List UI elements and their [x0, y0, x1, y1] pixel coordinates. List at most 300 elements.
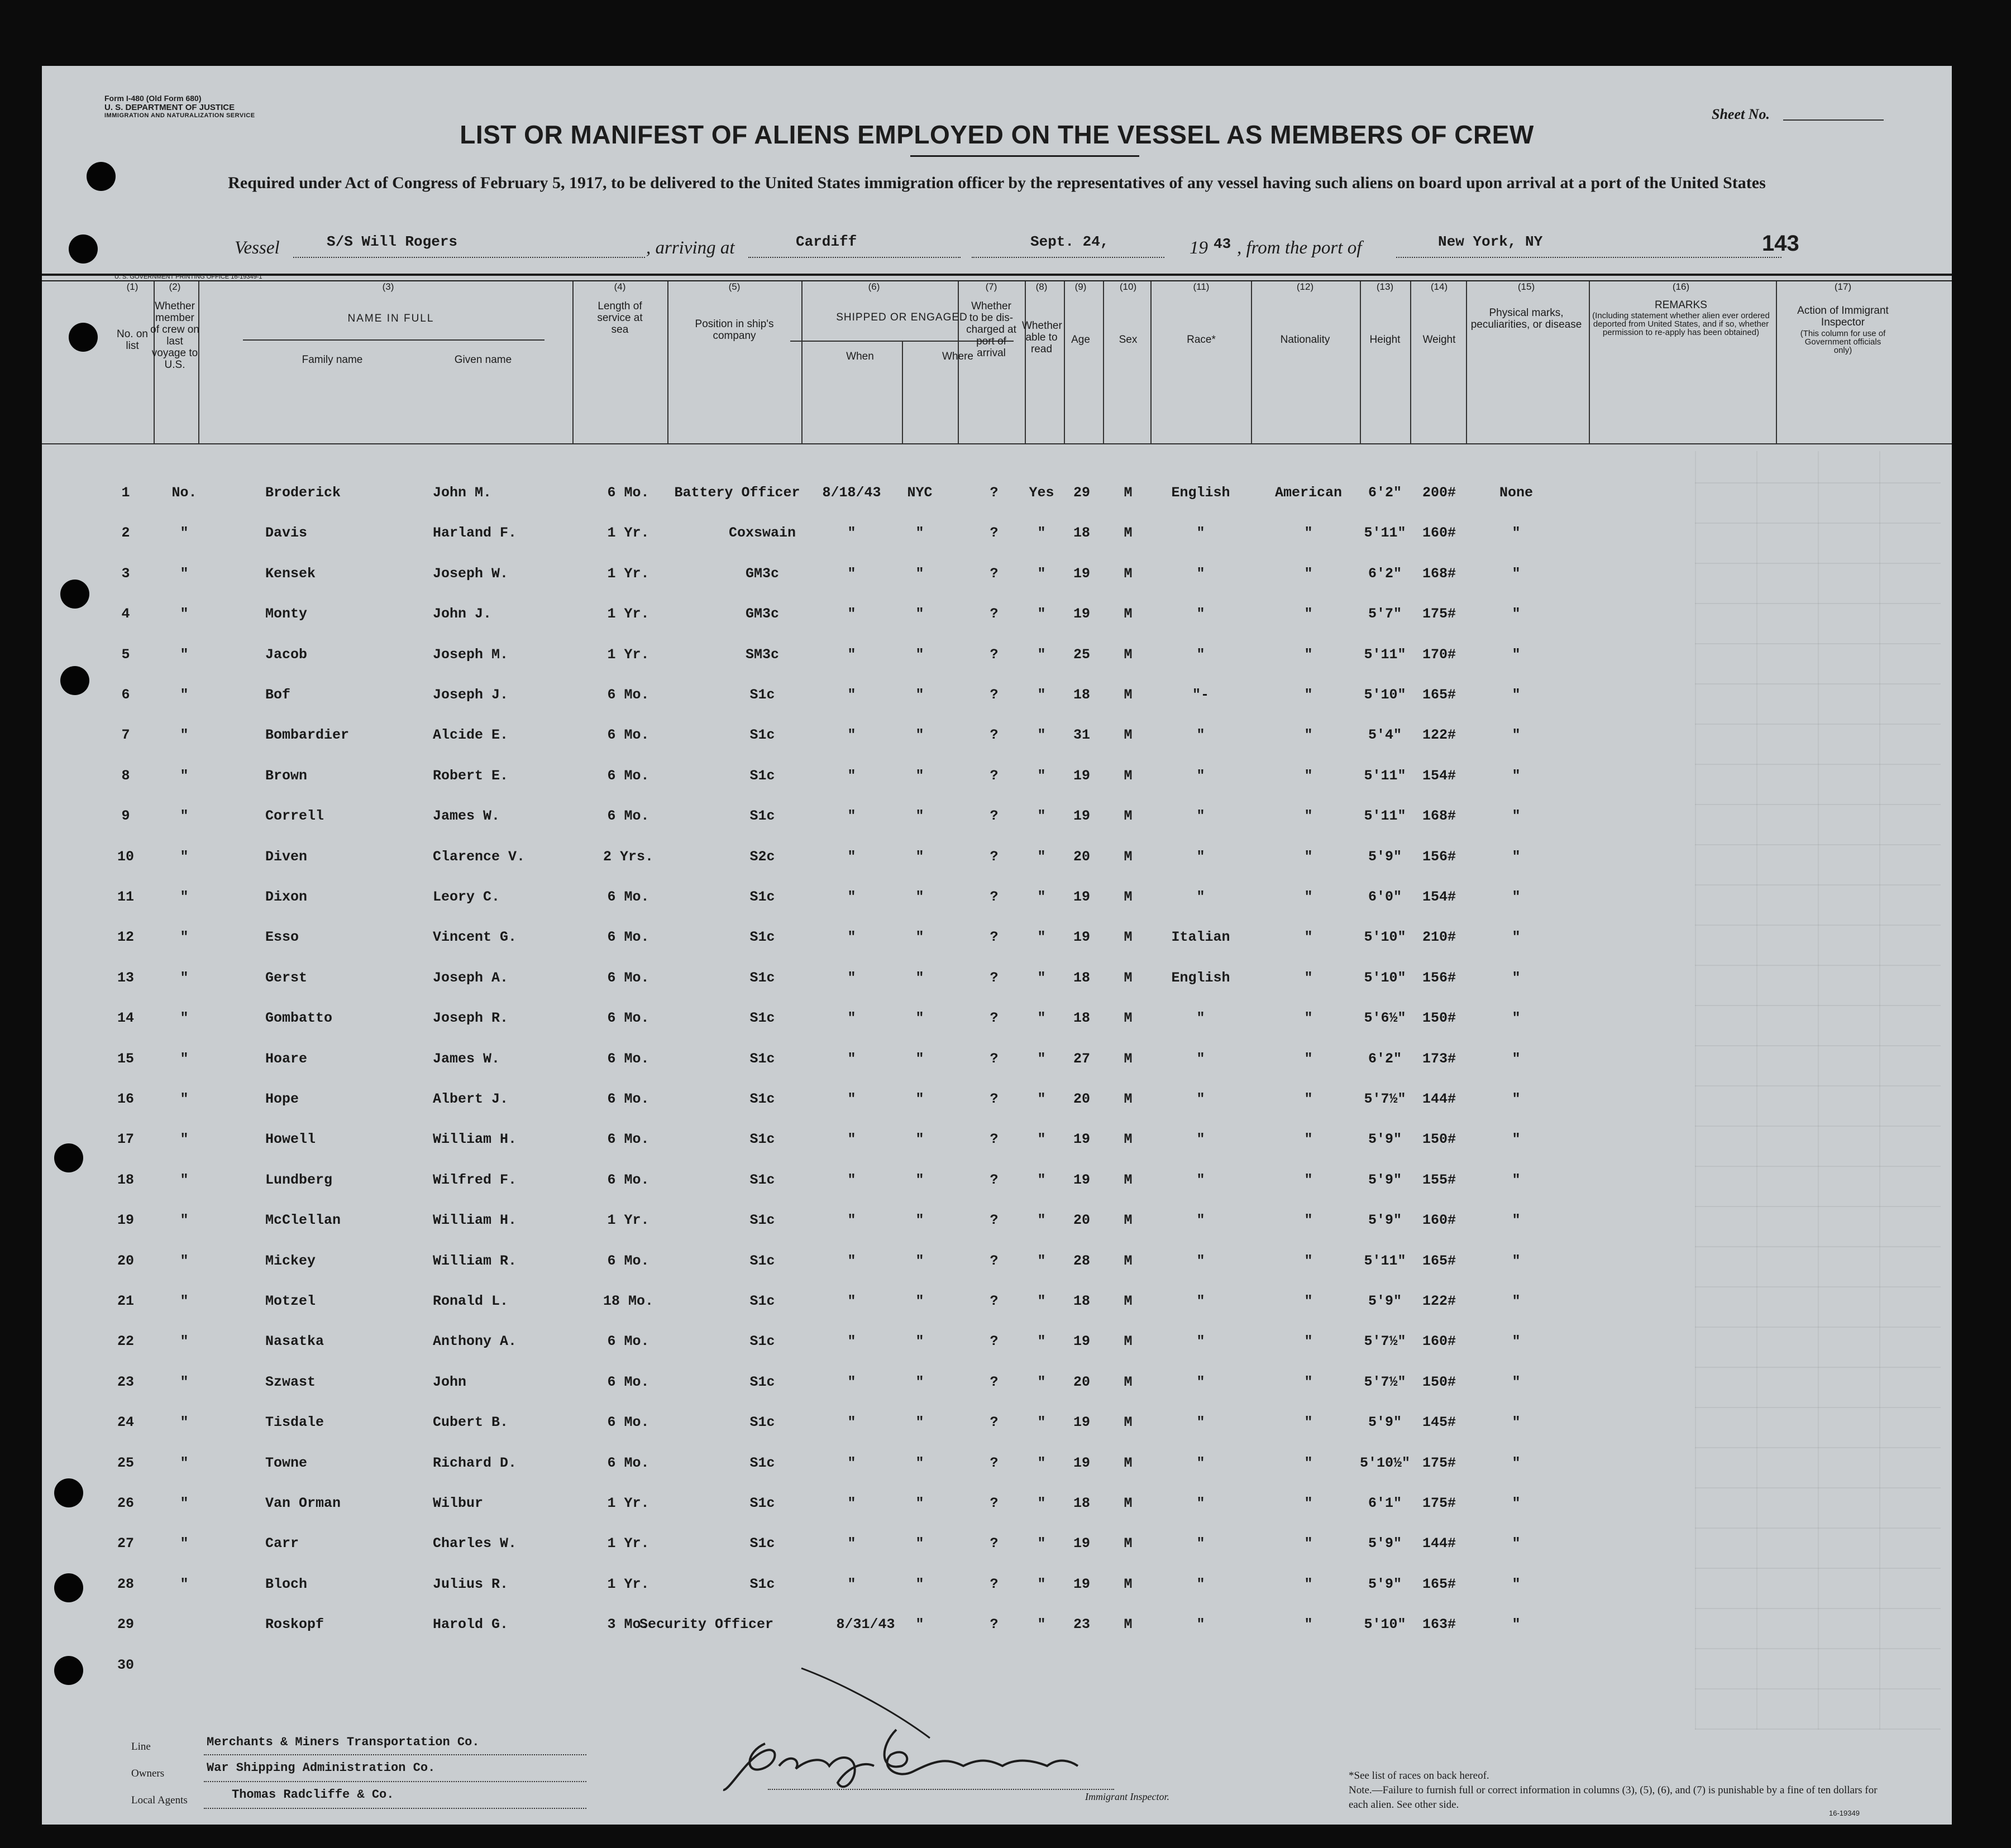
cell-race: " [1196, 1050, 1205, 1067]
cell-sex: M [1124, 1495, 1133, 1511]
cell-discharged: ? [990, 1333, 999, 1350]
cell-family: Monty [265, 606, 308, 623]
cell-position: S1c [749, 889, 775, 905]
cell-family: Dixon [265, 889, 308, 905]
cell-nationality: " [1304, 1535, 1313, 1552]
race-note: *See list of races on back hereof. [1349, 1770, 1489, 1782]
cell-read: " [1037, 767, 1046, 784]
cell-marks: " [1512, 1576, 1521, 1592]
cell-read: " [1037, 848, 1046, 865]
punch-hole [69, 323, 98, 352]
crew-row [42, 1212, 1952, 1252]
cell-no: 16 [117, 1091, 135, 1107]
cell-no: 26 [117, 1495, 135, 1511]
cell-position: S1c [749, 1454, 775, 1471]
cell-race: " [1196, 1293, 1205, 1309]
column-subheader: Family name [302, 354, 363, 366]
cell-discharged: ? [990, 606, 999, 623]
cell-weight: 160# [1422, 1333, 1456, 1350]
cell-no: 25 [117, 1454, 135, 1471]
cell-when: " [847, 1252, 856, 1269]
cell-where: " [915, 1171, 924, 1188]
column-number: (1) [126, 281, 138, 292]
crew-row [42, 1051, 1952, 1091]
cell-where: " [915, 1576, 924, 1592]
cell-height: 5'11" [1364, 525, 1406, 542]
cell-service: 6 Mo. [607, 889, 649, 905]
cell-discharged: ? [990, 969, 999, 986]
cell-discharged: ? [990, 1131, 999, 1148]
cell-marks: " [1512, 646, 1521, 663]
crew-row [42, 485, 1952, 525]
cell-no: 20 [117, 1252, 135, 1269]
cell-given: William R. [433, 1252, 517, 1269]
cell-nationality: " [1304, 1131, 1313, 1148]
cell-when: " [847, 929, 856, 946]
cell-weight: 154# [1422, 767, 1456, 784]
cell-no: 17 [117, 1131, 135, 1148]
cell-family: Davis [265, 525, 308, 542]
cell-weight: 154# [1422, 889, 1456, 905]
column-header: Whether member of crew on last voyage to U.S. [150, 300, 199, 371]
cell-service: 6 Mo. [607, 767, 649, 784]
cell-where: " [915, 1091, 924, 1107]
cell-sex: M [1124, 1454, 1133, 1471]
crew-row [42, 1172, 1952, 1212]
cell-age: 20 [1073, 848, 1091, 865]
cell-weight: 200# [1422, 485, 1456, 501]
cell-height: 5'10" [1364, 929, 1406, 946]
column-divider [801, 281, 803, 443]
cell-where: " [915, 1293, 924, 1309]
cell-nationality: " [1304, 1010, 1313, 1027]
cell-service: 6 Mo. [607, 727, 649, 744]
cell-crew: " [180, 1576, 189, 1592]
column-number: (7) [985, 281, 997, 292]
crew-row [42, 1374, 1952, 1414]
cell-family: Hope [265, 1091, 299, 1107]
title-underline [910, 155, 1139, 157]
cell-family: Brown [265, 767, 308, 784]
cell-marks: None [1499, 485, 1534, 501]
crew-row [42, 849, 1952, 889]
cell-race: " [1196, 1414, 1205, 1431]
cell-where: " [915, 889, 924, 905]
cell-family: Bof [265, 687, 291, 703]
cell-discharged: ? [990, 1252, 999, 1269]
cell-given: Julius R. [433, 1576, 509, 1592]
cell-given: Leory C. [433, 889, 500, 905]
cell-when: " [847, 1454, 856, 1471]
cell-no: 2 [121, 525, 130, 542]
cell-height: 5'11" [1364, 767, 1406, 784]
cell-read: " [1037, 687, 1046, 703]
year-prefix: 19 [1190, 238, 1208, 258]
cell-read: " [1037, 1414, 1046, 1431]
cell-weight: 150# [1422, 1373, 1456, 1390]
cell-family: Kensek [265, 565, 316, 582]
header-bottom-rule [42, 443, 1952, 444]
cell-race: " [1196, 1333, 1205, 1350]
cell-read: " [1037, 1252, 1046, 1269]
cell-given: John J. [433, 606, 492, 623]
cell-marks: " [1512, 969, 1521, 986]
cell-age: 19 [1073, 1131, 1091, 1148]
local-agents: Thomas Radcliffe & Co. [232, 1788, 394, 1802]
cell-height: 6'2" [1368, 485, 1402, 501]
arriving-line [748, 257, 961, 258]
cell-marks: " [1512, 1091, 1521, 1107]
cell-family: Bloch [265, 1576, 308, 1592]
cell-nationality: " [1304, 1454, 1313, 1471]
column-divider [1466, 281, 1467, 443]
cell-no: 24 [117, 1414, 135, 1431]
column-header-note: (This column for use of Government officials only) [1800, 329, 1886, 355]
cell-when: " [847, 808, 856, 825]
cell-nationality: " [1304, 1171, 1313, 1188]
cell-where: " [915, 1010, 924, 1027]
cell-marks: " [1512, 848, 1521, 865]
manifest-document [42, 66, 1952, 1825]
cell-discharged: ? [990, 485, 999, 501]
cell-discharged: ? [990, 889, 999, 905]
cell-when: " [847, 1010, 856, 1027]
cell-race: " [1196, 525, 1205, 542]
cell-nationality: American [1274, 485, 1343, 501]
cell-height: 5'7½" [1364, 1091, 1406, 1107]
cell-read: " [1037, 646, 1046, 663]
cell-weight: 175# [1422, 1495, 1456, 1511]
cell-service: 6 Mo. [607, 1171, 649, 1188]
cell-when: " [847, 1091, 856, 1107]
cell-position: S1c [749, 767, 775, 784]
cell-marks: " [1512, 525, 1521, 542]
column-header: Weight [1422, 334, 1456, 346]
column-subheader: Where [942, 351, 973, 362]
cell-age: 19 [1073, 808, 1091, 825]
cell-height: 6'1" [1368, 1495, 1402, 1511]
cell-read: " [1037, 808, 1046, 825]
line-underline [204, 1754, 586, 1755]
cell-no: 4 [121, 606, 130, 623]
cell-discharged: ? [990, 1293, 999, 1309]
cell-given: Clarence V. [433, 848, 526, 865]
cell-family: Lundberg [265, 1171, 333, 1188]
cell-crew: " [180, 687, 189, 703]
owners-underline [204, 1781, 586, 1782]
column-number: (13) [1376, 281, 1394, 292]
crew-row [42, 727, 1952, 767]
cell-given: Harold G. [433, 1616, 509, 1633]
cell-position: S1c [749, 1373, 775, 1390]
cell-crew: " [180, 889, 189, 905]
crew-row [42, 647, 1952, 687]
column-number: (12) [1296, 281, 1314, 292]
cell-age: 23 [1073, 1616, 1091, 1633]
cell-sex: M [1124, 687, 1133, 703]
cell-height: 5'4" [1368, 727, 1402, 744]
cell-no: 28 [117, 1576, 135, 1592]
cell-when: " [847, 687, 856, 703]
crew-row [42, 808, 1952, 848]
cell-sex: M [1124, 808, 1133, 825]
cell-race: " [1196, 848, 1205, 865]
cell-given: James W. [433, 808, 500, 825]
cell-age: 19 [1073, 1576, 1091, 1592]
cell-height: 5'7½" [1364, 1373, 1406, 1390]
cell-given: Cubert B. [433, 1414, 509, 1431]
cell-service: 6 Mo. [607, 969, 649, 986]
cell-marks: " [1512, 929, 1521, 946]
cell-read: " [1037, 1050, 1046, 1067]
cell-crew: " [180, 1535, 189, 1552]
cell-service: 1 Yr. [607, 565, 649, 582]
cell-height: 5'9" [1368, 1212, 1402, 1229]
cell-nationality: " [1304, 606, 1313, 623]
cell-no: 8 [121, 767, 130, 784]
cell-discharged: ? [990, 1495, 999, 1511]
cell-position: S1c [749, 727, 775, 744]
cell-sex: M [1124, 1252, 1133, 1269]
cell-weight: 156# [1422, 969, 1456, 986]
column-header-shipped: SHIPPED OR ENGAGED [836, 312, 968, 323]
cell-discharged: ? [990, 1576, 999, 1592]
cell-when: " [847, 969, 856, 986]
cell-no: 15 [117, 1050, 135, 1067]
cell-no: 11 [117, 889, 135, 905]
departure-port: New York, NY [1438, 233, 1543, 250]
column-header-name: NAME IN FULL [347, 313, 434, 324]
cell-age: 19 [1073, 1414, 1091, 1431]
cell-service: 6 Mo. [607, 1373, 649, 1390]
cell-nationality: " [1304, 969, 1313, 986]
cell-service: 6 Mo. [607, 1091, 649, 1107]
cell-age: 19 [1073, 1333, 1091, 1350]
crew-row [42, 768, 1952, 808]
cell-marks: " [1512, 565, 1521, 582]
cell-marks: " [1512, 1495, 1521, 1511]
cell-given: Charles W. [433, 1535, 517, 1552]
cell-age: 20 [1073, 1373, 1091, 1390]
cell-position: Coxswain [728, 525, 796, 542]
cell-nationality: " [1304, 848, 1313, 865]
cell-weight: 210# [1422, 929, 1456, 946]
cell-when: " [847, 727, 856, 744]
cell-age: 18 [1073, 1495, 1091, 1511]
cell-age: 31 [1073, 727, 1091, 744]
cell-crew: " [180, 1495, 189, 1511]
cell-crew: " [180, 646, 189, 663]
column-header: Whether able to read [1022, 320, 1062, 355]
cell-sex: M [1124, 525, 1133, 542]
column-divider [1360, 281, 1361, 443]
cell-weight: 168# [1422, 565, 1456, 582]
cell-nationality: " [1304, 1576, 1313, 1592]
cell-nationality: " [1304, 525, 1313, 542]
punch-hole [69, 234, 98, 264]
column-header: Nationality [1280, 334, 1330, 346]
cell-weight: 173# [1422, 1050, 1456, 1067]
cell-given: William H. [433, 1131, 517, 1148]
cell-sex: M [1124, 929, 1133, 946]
column-number: (6) [868, 281, 880, 292]
cell-read: " [1037, 1616, 1046, 1633]
cell-where: " [915, 848, 924, 865]
arriving-port: Cardiff [796, 233, 857, 250]
cell-sex: M [1124, 646, 1133, 663]
column-number: (9) [1074, 281, 1087, 292]
cell-position: SM3c [745, 646, 780, 663]
cell-discharged: ? [990, 1212, 999, 1229]
cell-read: Yes [1029, 485, 1054, 501]
cell-position: S1c [749, 1576, 775, 1592]
cell-marks: " [1512, 1131, 1521, 1148]
cell-crew: " [180, 1050, 189, 1067]
cell-given: Harland F. [433, 525, 517, 542]
cell-nationality: " [1304, 1212, 1313, 1229]
cell-read: " [1037, 1576, 1046, 1592]
service-name: IMMIGRATION AND NATURALIZATION SERVICE [104, 112, 255, 119]
cell-when: " [847, 606, 856, 623]
crew-row [42, 1455, 1952, 1495]
column-number: (15) [1517, 281, 1535, 292]
column-divider [1103, 281, 1104, 443]
cell-marks: " [1512, 727, 1521, 744]
cell-given: Wilbur [433, 1495, 484, 1511]
cell-crew: " [180, 969, 189, 986]
port-line [1396, 257, 1781, 258]
cell-position: S1c [749, 1212, 775, 1229]
cell-height: 6'0" [1368, 889, 1402, 905]
cell-height: 5'9" [1368, 1171, 1402, 1188]
column-header: Age [1071, 334, 1090, 346]
cell-crew: " [180, 1293, 189, 1309]
cell-nationality: " [1304, 1414, 1313, 1431]
cell-sex: M [1124, 1535, 1133, 1552]
cell-race: " [1196, 1091, 1205, 1107]
cell-height: 5'11" [1364, 808, 1406, 825]
cell-service: 1 Yr. [607, 646, 649, 663]
cell-read: " [1037, 1171, 1046, 1188]
cell-read: " [1037, 1454, 1046, 1471]
cell-nationality: " [1304, 1293, 1313, 1309]
cell-where: " [915, 606, 924, 623]
owners-label: Owners [131, 1768, 165, 1779]
cell-race: " [1196, 1576, 1205, 1592]
cell-crew: " [180, 808, 189, 825]
cell-sex: M [1124, 1333, 1133, 1350]
cell-age: 18 [1073, 525, 1091, 542]
cell-discharged: ? [990, 1414, 999, 1431]
penalty-note: Note.—Failure to furnish full or correct information in columns (3), (5), (6), and (7) is punishable by a fine of ten dollars for each alien. See other side. [1349, 1784, 1878, 1811]
punch-hole [87, 162, 116, 191]
cell-discharged: ? [990, 565, 999, 582]
crew-row [42, 1535, 1952, 1576]
cell-family: Hoare [265, 1050, 308, 1067]
cell-age: 28 [1073, 1252, 1091, 1269]
cell-discharged: ? [990, 1091, 999, 1107]
cell-service: 6 Mo. [607, 687, 649, 703]
cell-marks: " [1512, 889, 1521, 905]
cell-service: 6 Mo. [607, 1252, 649, 1269]
form-identification [104, 94, 255, 119]
column-header: Physical marks, peculiarities, or disease [1470, 307, 1582, 331]
cell-discharged: ? [990, 1535, 999, 1552]
cell-age: 18 [1073, 687, 1091, 703]
department-name: U. S. DEPARTMENT OF JUSTICE [104, 103, 235, 113]
cell-no: 3 [121, 565, 130, 582]
cell-age: 18 [1073, 1293, 1091, 1309]
cell-sex: M [1124, 1293, 1133, 1309]
cell-sex: M [1124, 1091, 1133, 1107]
cell-race: " [1196, 646, 1205, 663]
cell-discharged: ? [990, 1050, 999, 1067]
cell-service: 6 Mo. [607, 1454, 649, 1471]
cell-crew: " [180, 1131, 189, 1148]
cell-family: Howell [265, 1131, 316, 1148]
crew-row [42, 687, 1952, 727]
cell-marks: " [1512, 606, 1521, 623]
cell-no: 10 [117, 848, 135, 865]
cell-no: 19 [117, 1212, 135, 1229]
cell-nationality: " [1304, 1050, 1313, 1067]
cell-weight: 160# [1422, 1212, 1456, 1229]
cell-age: 19 [1073, 1535, 1091, 1552]
cell-when: " [847, 1131, 856, 1148]
cell-when: " [847, 1495, 856, 1511]
crew-row [42, 1091, 1952, 1131]
cell-race: " [1196, 1373, 1205, 1390]
cell-race: " [1196, 606, 1205, 623]
cell-sex: M [1124, 1212, 1133, 1229]
cell-weight: 165# [1422, 1576, 1456, 1592]
column-divider [667, 281, 668, 443]
cell-nationality: " [1304, 889, 1313, 905]
cell-where: " [915, 929, 924, 946]
cell-marks: " [1512, 1333, 1521, 1350]
cell-no: 27 [117, 1535, 135, 1552]
cell-given: Vincent G. [433, 929, 517, 946]
cell-nationality: " [1304, 808, 1313, 825]
column-divider [1150, 281, 1152, 443]
cell-service: 1 Yr. [607, 1535, 649, 1552]
cell-no: 18 [117, 1171, 135, 1188]
arriving-label: , arriving at [646, 238, 735, 258]
crew-row [42, 889, 1952, 929]
port-label: , from the port of [1237, 238, 1362, 258]
cell-family: Towne [265, 1454, 308, 1471]
cell-position: S1c [749, 1010, 775, 1027]
cell-family: Mickey [265, 1252, 316, 1269]
crew-row [42, 1576, 1952, 1616]
cell-when: " [847, 1576, 856, 1592]
cell-sex: M [1124, 1131, 1133, 1148]
cell-where: NYC [907, 485, 933, 501]
cell-weight: 150# [1422, 1131, 1456, 1148]
crew-row [42, 1293, 1952, 1333]
signature-line [768, 1789, 1114, 1790]
cell-race: " [1196, 1171, 1205, 1188]
cell-nationality: " [1304, 1495, 1313, 1511]
cell-sex: M [1124, 565, 1133, 582]
cell-position: S1c [749, 1091, 775, 1107]
cell-sex: M [1124, 767, 1133, 784]
cell-height: 5'6½" [1364, 1010, 1406, 1027]
cell-weight: 144# [1422, 1535, 1456, 1552]
cell-nationality: " [1304, 1373, 1313, 1390]
agents-label: Local Agents [131, 1794, 188, 1806]
cell-race: English [1171, 485, 1230, 501]
